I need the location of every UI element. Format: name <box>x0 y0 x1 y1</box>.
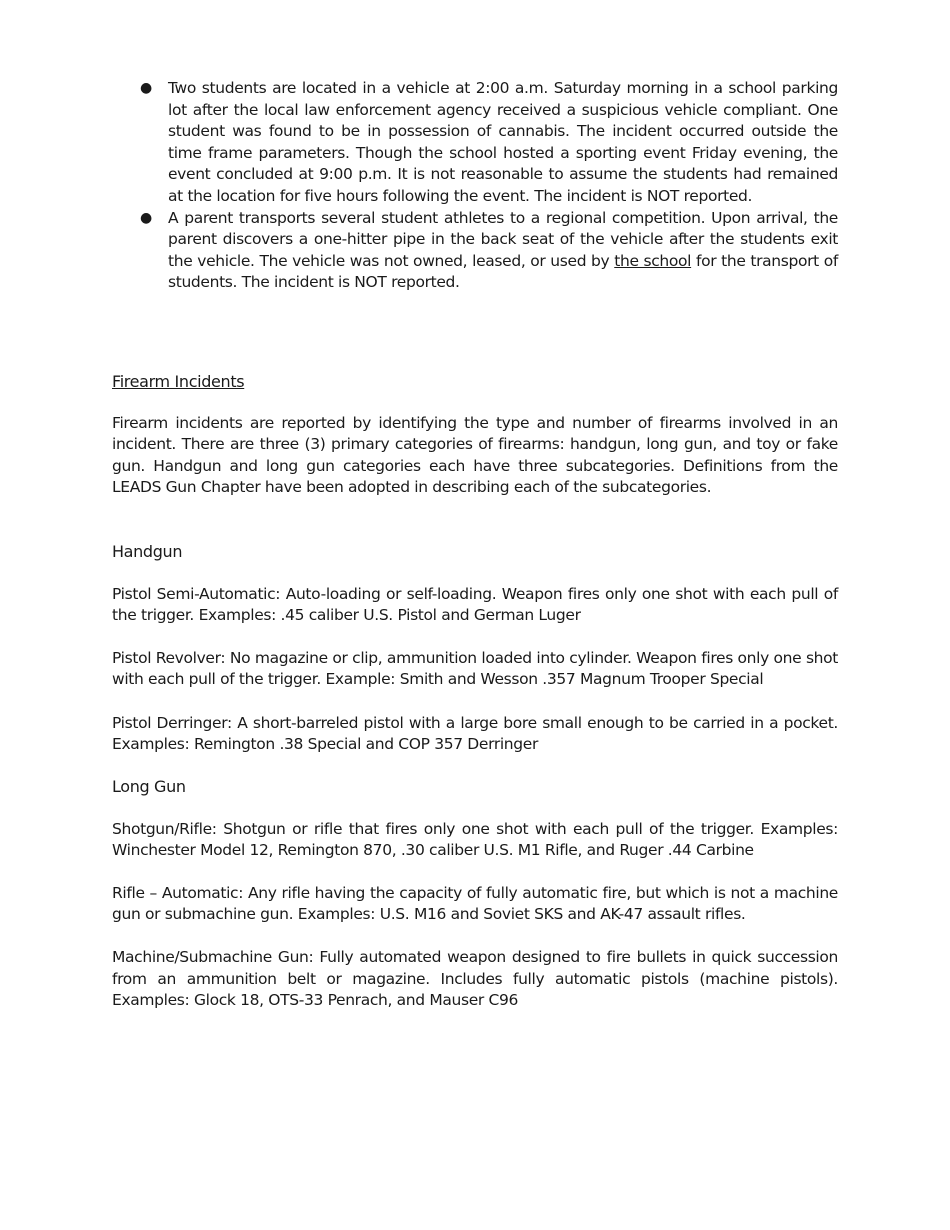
machine-submachine-gun-definition: Machine/Submachine Gun: Fully automated weapon designed to fire bullets in quick succession from an ammunition belt or magazine. Includes fully automatic pistols (machine pistols). Examples: Glock 18, OTS-33 Penrach, and Mauser C96 <box>112 948 838 1010</box>
long-gun-heading: Long Gun <box>112 777 186 797</box>
pistol-semi-automatic-definition: Pistol Semi-Automatic: Auto-loading or self-loading. Weapon fires only one shot with each pull of the trigger. Examples: .45 caliber U.S. Pistol and German Luger <box>112 584 838 625</box>
firearm-incidents-heading: Firearm Incidents <box>112 371 245 391</box>
pistol-revolver-definition: Pistol Revolver: No magazine or clip, ammunition loaded into cylinder. Weapon fires only one shot with each pull of the trigger. Example: Smith and Wesson .357 Magnum Trooper Special <box>112 648 838 689</box>
firearm-intro-paragraph: Firearm incidents are reported by identifying the type and number of firearms involved in an incident. There are three (3) primary categories of firearms: handgun, long gun, and toy or fake gun. Handgun and long gun categories each have three subcategories. Definitions from the LEADS Gun Chapter have been adopted in describing each of the subcategories. <box>112 413 838 497</box>
bullet-item-parent-transport <box>112 208 838 294</box>
handgun-heading: Handgun <box>112 541 183 561</box>
bullet-text: Two students are located in a vehicle at 2:00 a.m. Saturday morning in a school parking lot after the local law enforcement agency received a suspicious vehicle compliant. One student was found to be in possession of cannabis. The incident occurred outside the time frame parameters. Though the school hosted a sporting event Friday evening, the event concluded at 9:00 p.m. It is not reasonable to assume the students had remained at the location for five hours following the event. The incident is NOT reported. <box>168 79 838 205</box>
pistol-derringer-definition: Pistol Derringer: A short-barreled pistol with a large bore small enough to be carried in a pocket. Examples: Remington .38 Special and COP 357 Derringer <box>112 713 838 754</box>
bullet-dot-icon: ● <box>140 209 152 226</box>
bullet-dot-icon: ● <box>140 80 152 96</box>
shotgun-rifle-definition: Shotgun/Rifle: Shotgun or rifle that fires only one shot with each pull of the trigger. Examples: Winchester Model 12, Remington 870, .30 caliber U.S. M1 Rifle, and Ruger .44 Carbine <box>112 819 838 860</box>
bullet-text-before: A parent transports several student athletes to a regional competition. Upon arrival, the parent discovers a one-hitter pipe in the back seat of the vehicle after the students exit the vehicle. The vehicle was not owned, leased, or used by <box>168 208 838 270</box>
rifle-automatic-definition: Rifle – Automatic: Any rifle having the capacity of fully automatic fire, but which is not a machine gun or submachine gun. Examples: U.S. M16 and Soviet SKS and AK-47 assault rifles. <box>112 883 838 924</box>
bullet-text-after: for the transport of students. The incident is NOT reported. <box>168 251 838 292</box>
bullet-item-parking-lot <box>112 78 838 208</box>
document-page <box>112 78 838 1012</box>
example-bullet-list <box>112 78 838 294</box>
bullet-underlined-text: the school <box>614 251 692 270</box>
